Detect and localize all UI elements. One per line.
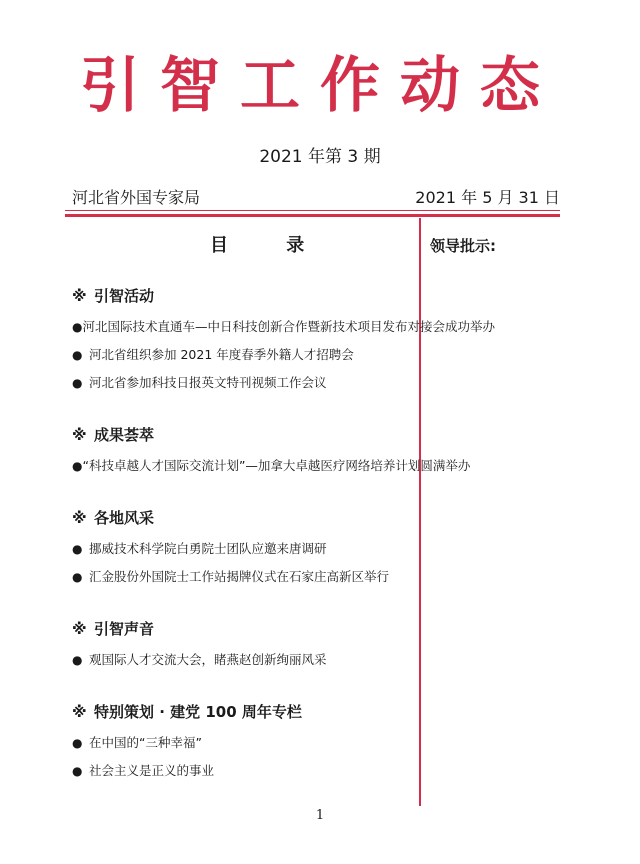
toc-item bbox=[72, 563, 417, 591]
header-rule-thick bbox=[65, 214, 560, 217]
bullet-icon: ● bbox=[72, 542, 83, 556]
toc-item bbox=[72, 452, 471, 480]
toc-item-text: “科技卓越人才国际交流计划”—加拿大卓越医疗网络培养计划圆满举办 bbox=[82, 458, 471, 473]
bullet-icon: ● bbox=[72, 459, 83, 473]
toc-item-text: 河北省参加科技日报英文特刊视频工作会议 bbox=[89, 375, 327, 390]
bullet-icon: ● bbox=[72, 736, 83, 750]
reference-mark-icon: ※ bbox=[72, 703, 87, 721]
reference-mark-icon: ※ bbox=[72, 287, 87, 305]
toc-item-text: 河北省组织参加 2021 年度春季外籍人才招聘会 bbox=[89, 347, 354, 362]
bullet-icon: ● bbox=[72, 764, 83, 778]
publisher-org: 河北省外国专家局 bbox=[72, 188, 201, 207]
reference-mark-icon: ※ bbox=[72, 620, 87, 638]
section-heading bbox=[72, 284, 417, 308]
toc-item-text: 在中国的“三种幸福” bbox=[89, 735, 202, 750]
section-title: 特别策划 · 建党 100 周年专栏 bbox=[94, 703, 302, 721]
toc-sections bbox=[72, 284, 495, 811]
reference-mark-icon: ※ bbox=[72, 509, 87, 527]
header-rule-thin bbox=[65, 210, 560, 211]
section-heading bbox=[72, 617, 417, 641]
section-title: 各地风采 bbox=[94, 509, 155, 527]
toc-item bbox=[72, 729, 417, 757]
bullet-icon: ● bbox=[72, 348, 83, 362]
toc-item bbox=[72, 646, 417, 674]
section-title: 引智声音 bbox=[94, 620, 155, 638]
page-number: 1 bbox=[315, 808, 325, 823]
section-heading bbox=[72, 700, 417, 724]
toc-item bbox=[72, 313, 495, 341]
bullet-icon: ● bbox=[72, 570, 83, 584]
toc-item bbox=[72, 341, 417, 369]
toc-section bbox=[72, 617, 417, 674]
toc-item bbox=[72, 369, 417, 397]
toc-section bbox=[72, 423, 471, 480]
toc-title: 目 录 bbox=[210, 235, 331, 256]
section-heading bbox=[72, 506, 417, 530]
toc-item-text: 观国际人才交流大会，睹燕赵创新绚丽风采 bbox=[89, 652, 327, 667]
issue-number: 2021 年第 3 期 bbox=[259, 147, 381, 167]
toc-section bbox=[72, 506, 417, 591]
toc-section bbox=[72, 284, 495, 397]
leader-notes-title: 领导批示: bbox=[430, 237, 496, 255]
section-title: 引智活动 bbox=[94, 287, 155, 305]
toc-item-text: 汇金股份外国院士工作站揭牌仪式在石家庄高新区举行 bbox=[89, 569, 390, 584]
column-divider bbox=[419, 218, 421, 806]
bullet-icon: ● bbox=[72, 376, 83, 390]
bullet-icon: ● bbox=[72, 320, 83, 334]
publish-date: 2021 年 5 月 31 日 bbox=[415, 188, 560, 207]
toc-item-text: 社会主义是正义的事业 bbox=[89, 763, 215, 778]
toc-item bbox=[72, 535, 417, 563]
toc-item-text: 河北国际技术直通车—中日科技创新合作暨新技术项目发布对接会成功举办 bbox=[82, 319, 495, 334]
bullet-icon: ● bbox=[72, 653, 83, 667]
masthead-title: 引智工作动态 bbox=[80, 51, 560, 121]
section-heading bbox=[72, 423, 417, 447]
toc-item bbox=[72, 757, 417, 785]
toc-item-text: 挪威技术科学院白勇院士团队应邀来唐调研 bbox=[89, 541, 327, 556]
toc-section bbox=[72, 700, 417, 785]
section-title: 成果荟萃 bbox=[94, 426, 155, 444]
reference-mark-icon: ※ bbox=[72, 426, 87, 444]
